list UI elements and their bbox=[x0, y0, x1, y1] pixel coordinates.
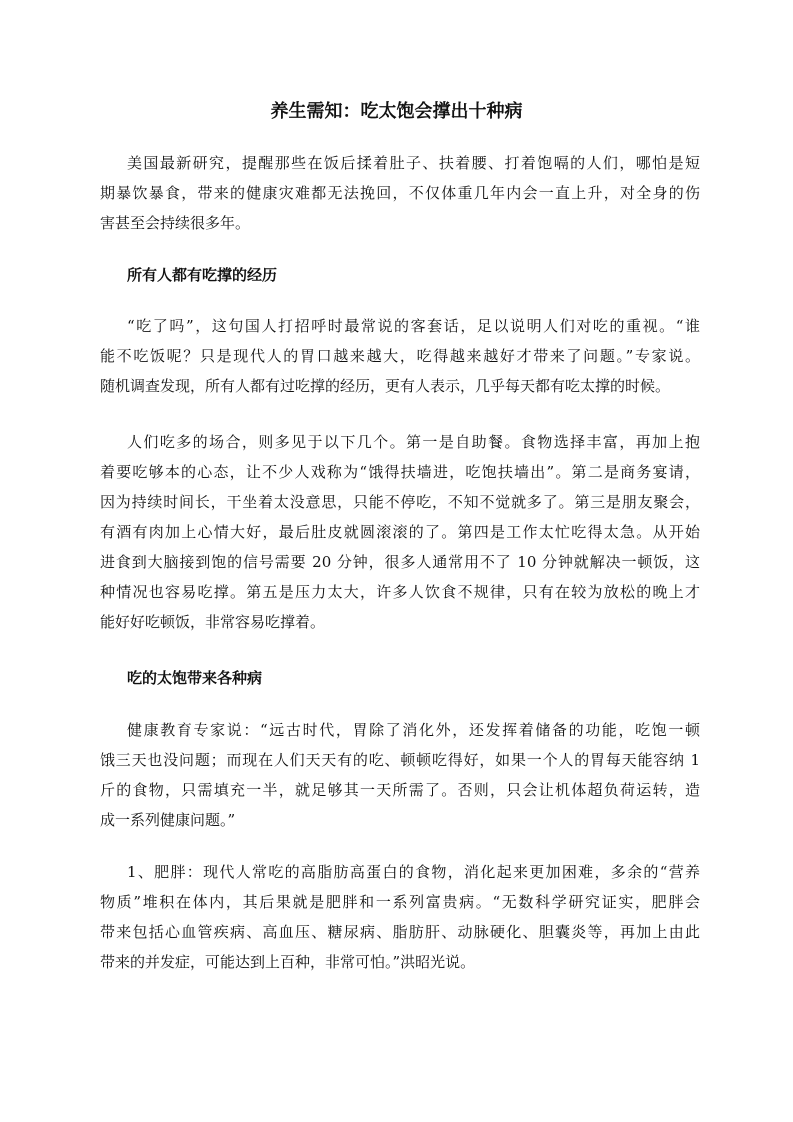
section-heading: 所有人都有吃撑的经历 bbox=[127, 266, 278, 284]
paragraph-line: 健康教育专家说：“远古时代，胃除了消化外，还发挥着储备的功能，吃饱一顿 bbox=[127, 721, 700, 739]
paragraph-line: 1、肥胖：现代人常吃的高脂肪高蛋白的食物，消化起来更加困难，多余的“营养 bbox=[127, 863, 700, 881]
paragraph-line: 期暴饮暴食，带来的健康灾难都无法挽回，不仅体重几年内会一直上升，对全身的伤 bbox=[100, 184, 700, 202]
paragraph-line: 物质”堆积在体内，其后果就是肥胖和一系列富贵病。“无数科学研究证实，肥胖会 bbox=[100, 893, 700, 911]
paragraph-line: “吃了吗”，这句国人打招呼时最常说的客套话，足以说明人们对吃的重视。“谁 bbox=[127, 317, 700, 335]
paragraph-line: 带来的并发症，可能达到上百种，非常可怕。”洪昭光说。 bbox=[100, 953, 476, 971]
paragraph-line: 成一系列健康问题。” bbox=[100, 811, 236, 829]
paragraph-line: 美国最新研究，提醒那些在饭后揉着肚子、扶着腰、打着饱嗝的人们，哪怕是短 bbox=[127, 154, 700, 172]
paragraph bbox=[100, 715, 700, 835]
paragraph-line: 能好好吃顿饭，非常容易吃撑着。 bbox=[100, 613, 326, 631]
paragraph-line: 有酒有肉加上心情大好，最后肚皮就圆滚滚的了。第四是工作太忙吃得太急。从开始 bbox=[100, 523, 700, 541]
page-title: 养生需知：吃太饱会撑出十种病 bbox=[270, 101, 523, 122]
paragraph bbox=[100, 148, 700, 238]
paragraph-line: 能不吃饭呢？只是现代人的胃口越来越大，吃得越来越好才带来了问题。”专家说。 bbox=[100, 347, 700, 365]
paragraph bbox=[100, 311, 700, 401]
paragraph-line: 害甚至会持续很多年。 bbox=[100, 214, 251, 232]
paragraph-line: 人们吃多的场合，则多见于以下几个。第一是自助餐。食物选择丰富，再加上抱 bbox=[127, 433, 700, 451]
paragraph-line: 着要吃够本的心态，让不少人戏称为“饿得扶墙进，吃饱扶墙出”。第二是商务宴请， bbox=[100, 463, 700, 481]
paragraph-line: 因为持续时间长，干坐着太没意思，只能不停吃，不知不觉就多了。第三是朋友聚会， bbox=[100, 493, 700, 511]
paragraph-line: 进食到大脑接到饱的信号需要 20 分钟，很多人通常用不了 10 分钟就解决一顿饭，这 bbox=[100, 553, 700, 571]
paragraph bbox=[100, 857, 700, 977]
paragraph bbox=[100, 427, 700, 637]
paragraph-line: 带来包括心血管疾病、高血压、糖尿病、脂肪肝、动脉硬化、胆囊炎等，再加上由此 bbox=[100, 923, 700, 941]
section-heading: 吃的太饱带来各种病 bbox=[127, 669, 263, 687]
paragraph-line: 斤的食物，只需填充一半，就足够其一天所需了。否则，只会让机体超负荷运转，造 bbox=[100, 781, 700, 799]
paragraph-line: 饿三天也没问题；而现在人们天天有的吃、顿顿吃得好，如果一个人的胃每天能容纳 1 bbox=[100, 751, 700, 769]
paragraph-line: 随机调查发现，所有人都有过吃撑的经历，更有人表示，几乎每天都有吃太撑的时候。 bbox=[100, 377, 671, 395]
paragraph-line: 种情况也容易吃撑。第五是压力太大，许多人饮食不规律，只有在较为放松的晚上才 bbox=[100, 583, 700, 601]
